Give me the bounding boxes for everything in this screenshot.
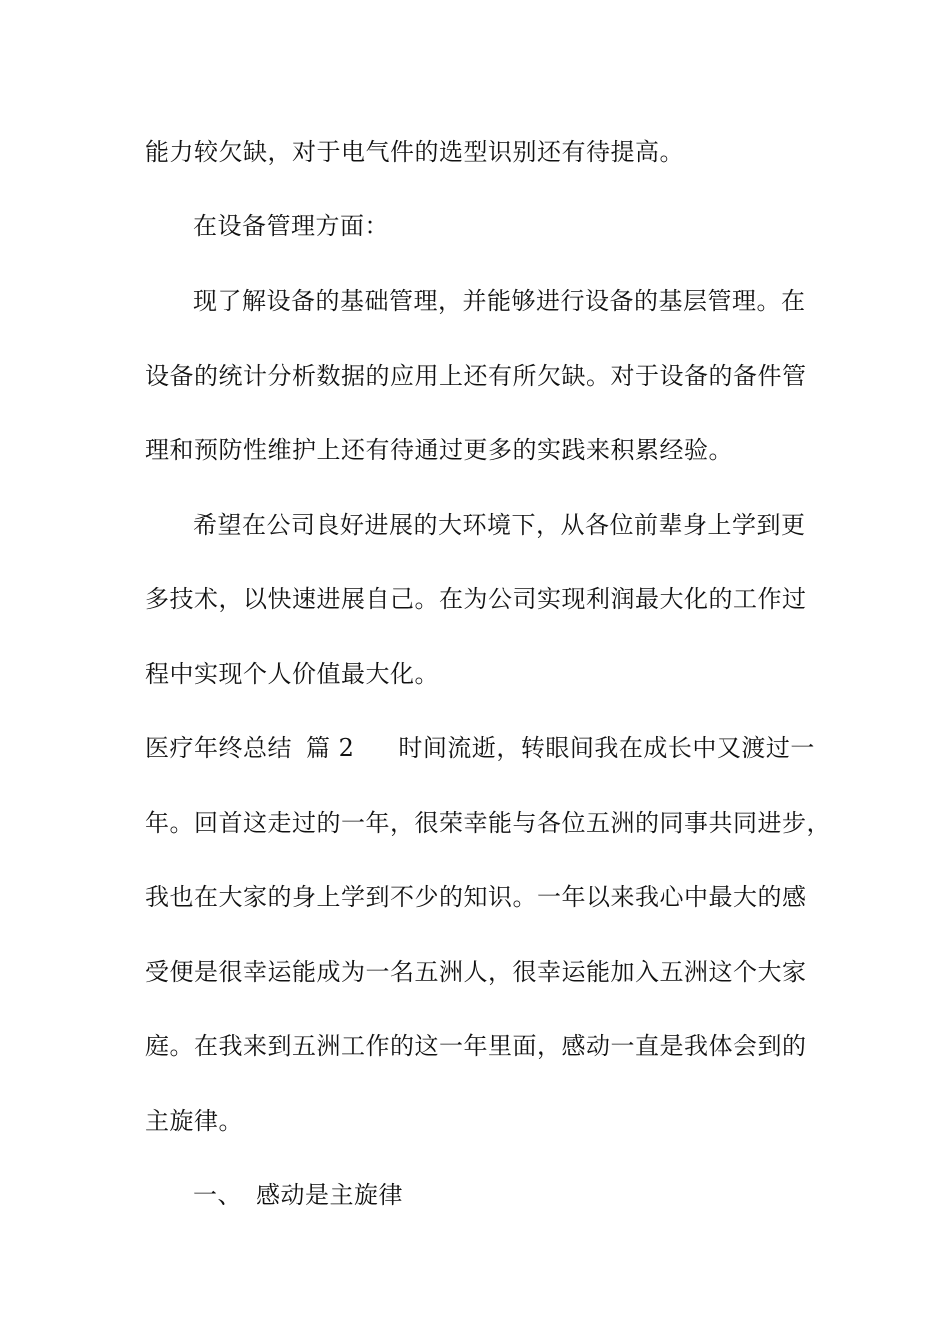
section-number: 篇 2 [306,734,355,762]
paragraph-line: 能力较欠缺，对于电气件的选型识别还有待提高。 [145,138,684,166]
paragraph-line: 多技术，以快速进展自己。在为公司实现利润最大化的工作过 [145,585,807,613]
section-label: 在设备管理方面： [193,212,389,240]
paragraph-line: 受便是很幸运能成为一名五洲人，很幸运能加入五洲这个大家 [145,958,807,986]
subheading-line [193,1180,403,1210]
section-opening-text: 时间流逝，转眼间我在成长中又渡过一 [398,734,815,762]
section-heading-line [145,733,815,763]
paragraph-line: 庭。在我来到五洲工作的这一年里面，感动一直是我体会到的 [145,1032,807,1060]
subheading-number: 一、 [193,1181,242,1209]
subheading-text: 感动是主旋律 [256,1181,403,1209]
paragraph-line: 理和预防性维护上还有待通过更多的实践来积累经验。 [145,436,733,464]
paragraph-line: 主旋律。 [145,1107,243,1135]
paragraph-line: 我也在大家的身上学到不少的知识。一年以来我心中最大的感 [145,883,807,911]
paragraph-line: 程中实现个人价值最大化。 [145,660,439,688]
section-title: 医疗年终总结 [145,734,292,762]
paragraph-line: 现了解设备的基础管理，并能够进行设备的基层管理。在 [193,287,806,315]
paragraph-line: 设备的统计分析数据的应用上还有所欠缺。对于设备的备件管 [145,362,807,390]
paragraph-line: 年。回首这走过的一年，很荣幸能与各位五洲的同事共同进步， [145,809,831,837]
paragraph-line: 希望在公司良好进展的大环境下，从各位前辈身上学到更 [193,511,806,539]
